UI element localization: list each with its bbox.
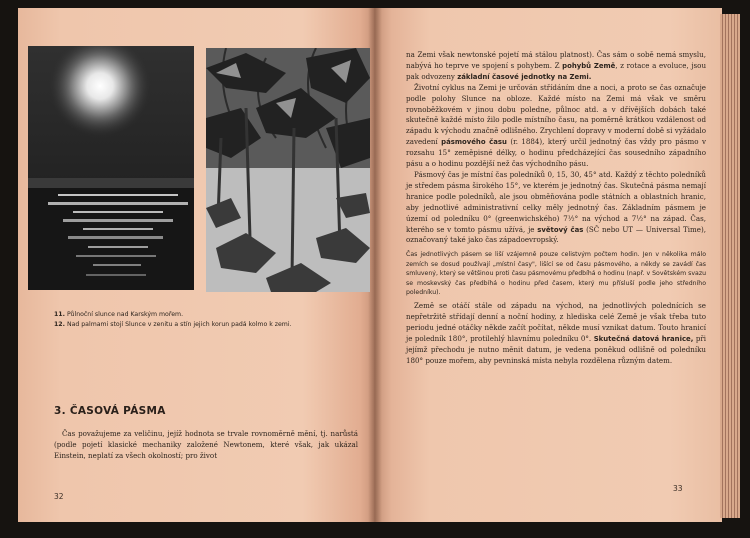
left-body-text [54, 429, 358, 462]
book-gutter [368, 8, 382, 522]
page-number-right: 33 [673, 484, 683, 493]
caption-number: 12. [54, 321, 65, 328]
paragraph: Čas považujeme za veličinu, jejíž hodnota se trvale rovnoměrně mění, tj. narůstá (podle pojetí klasické mechaniky založené Newtonem, které však, jak ukázal Einstein, neplatí za všech okolností; pro život [54, 429, 358, 460]
paragraph: Pásmový čas je místní čas poledníků 0, 15, 30, 45° atd. Každý z těchto poledníků je středem pásma širokého 15°, ve kterém je jednotný čas. Skutečná pásma nemají hranice podle poledníků, ale jsou obměňována podle státních a oblastních hranic, aby jednotlivé administrativní celky měly jednotný čas. Základním pásmem je území od poledníku 0° (greenwichského) 7½° na východ a 7½° na západ. Čas, kterého se v tomto pásmu užívá, je světový čas (SČ nebo UT — Universal Time), označovaný také jako čas západoevropský. [406, 169, 706, 245]
book-spread [8, 8, 744, 522]
photo-midnight-sun [28, 46, 194, 290]
section-heading: 3. ČASOVÁ PÁSMA [54, 405, 166, 417]
photo-palms [206, 48, 370, 292]
caption-text: Nad palmami stojí Slunce v zenitu a stín jejich korun padá kolmo k zemi. [66, 321, 292, 328]
paragraph: Životní cyklus na Zemi je určován střídáním dne a noci, a proto se čas označuje podle polohy Slunce na obloze. Každé místo na Zemi má však ve směru rovnoběžkovém v jinou dobu poledne, půlnoc atd. a v dřívějších dobách také skutečně každé místo žilo podle místního času, na poměrně krátkou vzdálenost od západu k východu značně odlišného. Zrychlení dopravy v moderní době si vyžádalo zavedení pásmového času (r. 1884), který určil jednotný čas vždy pro pásmo v rozsahu 15° zeměpisné délky, o hodinu předcházející čas sousedního západního pásu a o hodinu pozdější než čas východního pásu. [406, 82, 706, 169]
page-number-left: 32 [54, 492, 64, 501]
caption-text: Půlnoční slunce nad Karským mořem. [66, 311, 184, 318]
right-body-text [406, 50, 706, 367]
caption-12 [54, 321, 354, 328]
page-edges [720, 14, 740, 518]
small-print-note: Čas jednotlivých pásem se liší vzájemně pouze celistvým počtem hodin. Jen v několika málo zemích se dosud používají „místní časy", lišící se od času pásmového, a někdy se zavádí čas smluvený, který se většinou proti času pásmovému předbíhá o hodinu (např. v Sovětském svazu se moskevský čas předbíhá o hodinu před časem, který mu přísluší podle jeho středního poledníku). [406, 251, 706, 296]
paragraph: na Zemi však newtonské pojetí má stálou platnost). Čas sám o sobě nemá smyslu, nabývá ho teprve ve spojení s pohybem. Z pohybů Země, z rotace a evoluce, jsou pak odvozeny základní časové jednotky na Zemi. [406, 50, 707, 81]
paragraph: Země se otáčí stále od západu na východ, na jednotlivých polednících se nepřetržitě střídají denní a noční hodiny, z hlediska celé Země je však třeba tuto periodu jedné otáčky někde začít počítat, někde musí vznikat datum. Touto hranicí je poledník 180°, protilehlý hlavnímu poledníku 0°. Skutečná datová hranice, při jejímž přechodu je nutno měnit datum, je vedena poněkud odlišně od poledníku 180° pouze mořem, aby pevninská místa nebyla rozdělena různým datem. [406, 301, 707, 365]
caption-number: 11. [54, 311, 65, 318]
caption-11 [54, 311, 354, 318]
